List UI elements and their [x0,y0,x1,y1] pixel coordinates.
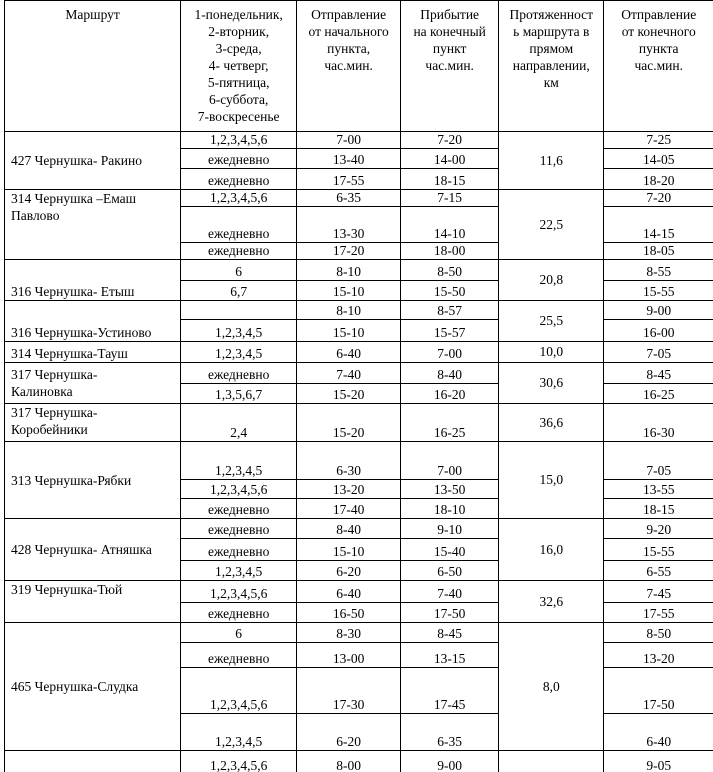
departure-start-cell: 16-50 [297,603,401,623]
arrival-end-cell: 7-00 [401,342,499,363]
days-cell: 1,2,3,4,5,6 [181,190,297,207]
departure-end-cell: 8-50 [604,623,713,643]
days-cell: ежедневно [181,643,297,668]
route-length: 22,5 [499,190,604,260]
days-cell [181,301,297,320]
days-cell: 1,2,3,4,5,6 [181,751,297,772]
arrival-end-cell: 15-40 [401,539,499,561]
days-cell: ежедневно [181,169,297,190]
route-length: 20,8 [499,260,604,301]
arrival-end-cell: 16-25 [401,404,499,442]
departure-end-cell: 13-20 [604,643,713,668]
days-cell: ежедневно [181,207,297,243]
days-cell: 2,4 [181,404,297,442]
route-name: 316 Чернушка-Устиново [5,301,181,342]
departure-start-cell: 17-40 [297,499,401,519]
days-cell: ежедневно [181,149,297,169]
departure-end-cell: 7-05 [604,342,713,363]
route-name: 317 Чернушка- Калиновка [5,363,181,404]
header-row [5,1,713,132]
days-cell: 1,2,3,4,5 [181,561,297,581]
table-row [5,132,713,149]
route-length: 11,6 [499,132,604,190]
departure-end-cell: 18-05 [604,243,713,260]
days-cell: 6 [181,260,297,281]
route-name: 313 Чернушка-Рябки [5,442,181,519]
days-cell: 1,2,3,4,5 [181,320,297,342]
departure-start-cell: 13-00 [297,643,401,668]
route-name: 317 Чернушка- Коробейники [5,404,181,442]
route-length: 36,6 [499,404,604,442]
table-row [5,623,713,643]
arrival-end-cell: 8-50 [401,260,499,281]
arrival-end-cell: 7-15 [401,190,499,207]
table-row [5,519,713,539]
departure-start-cell: 8-00 [297,751,401,772]
route-name: 314 Чернушка –Емаш Павлово [5,190,181,260]
days-cell: 1,2,3,4,5,6 [181,132,297,149]
route-name [5,751,181,772]
departure-start-cell: 6-20 [297,561,401,581]
departure-start-cell: 13-30 [297,207,401,243]
departure-end-cell: 16-00 [604,320,713,342]
table-row [5,404,713,442]
departure-start-cell: 8-10 [297,301,401,320]
departure-start-cell: 6-30 [297,442,401,480]
table-row [5,301,713,320]
days-cell: 6,7 [181,281,297,301]
departure-end-cell: 16-25 [604,384,713,404]
departure-start-cell: 8-40 [297,519,401,539]
arrival-end-cell: 13-50 [401,480,499,499]
departure-start-cell: 8-30 [297,623,401,643]
arrival-end-cell: 17-50 [401,603,499,623]
departure-end-cell: 16-30 [604,404,713,442]
arrival-end-cell: 9-00 [401,751,499,772]
days-cell: ежедневно [181,243,297,260]
departure-end-cell: 8-55 [604,260,713,281]
table-row [5,190,713,207]
table-row [5,363,713,384]
route-name: 316 Чернушка- Етыш [5,260,181,301]
route-name: 428 Чернушка- Атняшка [5,519,181,581]
departure-start-cell: 7-40 [297,363,401,384]
arrival-end-cell: 13-15 [401,643,499,668]
days-cell: 6 [181,623,297,643]
table-row [5,260,713,281]
departure-end-cell: 13-55 [604,480,713,499]
arrival-end-cell: 17-45 [401,668,499,714]
days-cell: ежедневно [181,519,297,539]
header-depart-end: Отправление от конечного пункта час.мин. [604,1,713,132]
departure-end-cell: 14-15 [604,207,713,243]
departure-end-cell: 9-05 [604,751,713,772]
arrival-end-cell: 8-57 [401,301,499,320]
arrival-end-cell: 14-00 [401,149,499,169]
departure-start-cell: 15-10 [297,539,401,561]
days-cell: ежедневно [181,499,297,519]
arrival-end-cell: 7-00 [401,442,499,480]
departure-start-cell: 6-40 [297,581,401,603]
route-name: 319 Чернушка-Тюй [5,581,181,623]
departure-end-cell: 17-55 [604,603,713,623]
departure-start-cell: 6-20 [297,714,401,751]
arrival-end-cell: 18-15 [401,169,499,190]
departure-end-cell: 15-55 [604,281,713,301]
departure-start-cell: 15-10 [297,320,401,342]
departure-start-cell: 15-20 [297,404,401,442]
departure-end-cell: 7-05 [604,442,713,480]
departure-end-cell: 6-40 [604,714,713,751]
departure-start-cell: 13-20 [297,480,401,499]
route-length: 16,0 [499,519,604,581]
departure-start-cell: 8-10 [297,260,401,281]
days-cell: ежедневно [181,539,297,561]
departure-start-cell: 7-00 [297,132,401,149]
days-cell: 1,2,3,4,5 [181,714,297,751]
days-cell: 1,2,3,4,5 [181,342,297,363]
arrival-end-cell: 14-10 [401,207,499,243]
route-length [499,751,604,772]
route-length: 32,6 [499,581,604,623]
departure-start-cell: 15-20 [297,384,401,404]
departure-end-cell: 7-20 [604,190,713,207]
arrival-end-cell: 9-10 [401,519,499,539]
arrival-end-cell: 8-40 [401,363,499,384]
arrival-end-cell: 15-57 [401,320,499,342]
table-row [5,442,713,480]
departure-end-cell: 6-55 [604,561,713,581]
route-length: 8,0 [499,623,604,751]
route-name: 314 Чернушка-Тауш [5,342,181,363]
departure-start-cell: 13-40 [297,149,401,169]
days-cell: ежедневно [181,603,297,623]
header-depart-start: Отправление от начального пункта, час.мин. [297,1,401,132]
arrival-end-cell: 6-50 [401,561,499,581]
departure-end-cell: 17-50 [604,668,713,714]
header-length: Протяженност ь маршрута в прямом направлении, км [499,1,604,132]
arrival-end-cell: 16-20 [401,384,499,404]
arrival-end-cell: 6-35 [401,714,499,751]
table-row [5,342,713,363]
departure-end-cell: 14-05 [604,149,713,169]
route-length: 30,6 [499,363,604,404]
departure-start-cell: 15-10 [297,281,401,301]
arrival-end-cell: 18-10 [401,499,499,519]
bus-schedule-table [4,0,713,772]
departure-end-cell: 7-45 [604,581,713,603]
departure-end-cell: 15-55 [604,539,713,561]
route-length: 25,5 [499,301,604,342]
route-length: 10,0 [499,342,604,363]
departure-end-cell: 7-25 [604,132,713,149]
header-days: 1-понедельник, 2-вторник, 3-среда, 4- четверг, 5-пятница, 6-суббота, 7-воскресенье [181,1,297,132]
departure-start-cell: 17-30 [297,668,401,714]
departure-start-cell: 6-40 [297,342,401,363]
header-arrive-end: Прибытие на конечный пункт час.мин. [401,1,499,132]
table-row [5,581,713,603]
days-cell: ежедневно [181,363,297,384]
departure-end-cell: 18-20 [604,169,713,190]
departure-end-cell: 9-20 [604,519,713,539]
departure-start-cell: 17-55 [297,169,401,190]
header-route: Маршрут [5,1,181,132]
arrival-end-cell: 8-45 [401,623,499,643]
departure-start-cell: 6-35 [297,190,401,207]
route-name: 427 Чернушка- Ракино [5,132,181,190]
days-cell: 1,2,3,4,5 [181,442,297,480]
days-cell: 1,3,5,6,7 [181,384,297,404]
arrival-end-cell: 15-50 [401,281,499,301]
days-cell: 1,2,3,4,5,6 [181,581,297,603]
arrival-end-cell: 7-20 [401,132,499,149]
table-row [5,751,713,772]
departure-end-cell: 8-45 [604,363,713,384]
days-cell: 1,2,3,4,5,6 [181,668,297,714]
arrival-end-cell: 18-00 [401,243,499,260]
route-name: 465 Чернушка-Слудка [5,623,181,751]
arrival-end-cell: 7-40 [401,581,499,603]
departure-start-cell: 17-20 [297,243,401,260]
departure-end-cell: 9-00 [604,301,713,320]
route-length: 15,0 [499,442,604,519]
departure-end-cell: 18-15 [604,499,713,519]
days-cell: 1,2,3,4,5,6 [181,480,297,499]
